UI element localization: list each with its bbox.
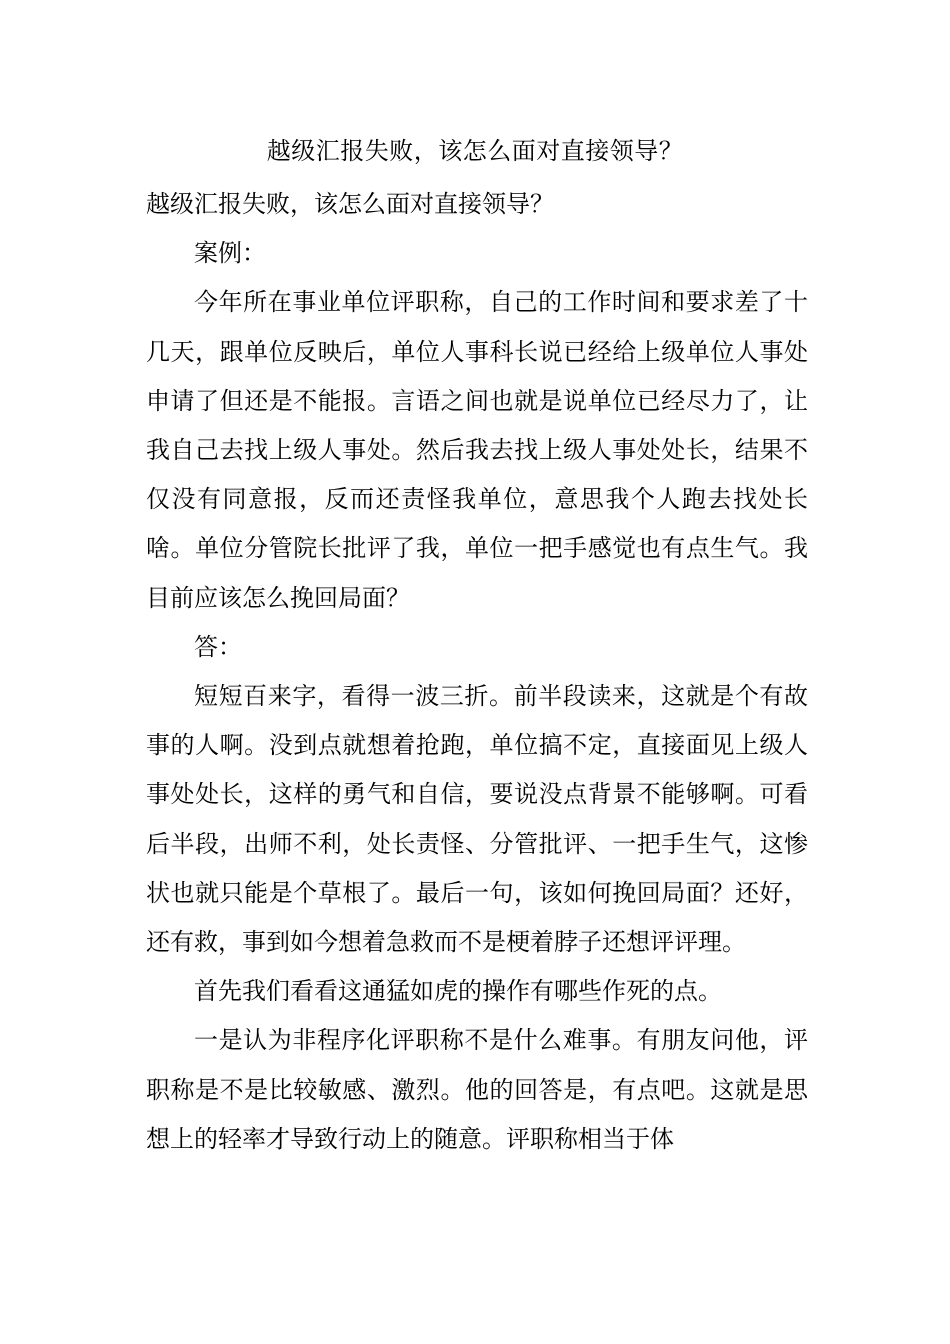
answer-label: 答： <box>194 632 242 661</box>
case-paragraph: 今年所在事业单位评职称，自己的工作时间和要求差了十几天，跟单位反映后，单位人事科长说已经给上级单位人事处申请了但还是不能报。言语之间也就是说单位已经尽力了，让我自己去找上级人事处。然后我去找上级人事处处长，结果不仅没有同意报，反而还责怪我单位，意思我个人跑去找处长啥。单位分管院长批评了我，单位一把手感觉也有点生气。我目前应该怎么挽回局面？ <box>146 288 808 612</box>
document-title: 越级汇报失败，该怎么面对直接领导？ <box>266 137 684 165</box>
document-subtitle: 越级汇报失败，该怎么面对直接领导？ <box>146 190 554 218</box>
case-label: 案例： <box>194 239 266 268</box>
point-one-paragraph: 一是认为非程序化评职称不是什么难事。有朋友问他，评职称是不是比较敏感、激烈。他的回答是，有点吧。这就是思想上的轻率才导致行动上的随意。评职称相当于体 <box>146 1026 808 1153</box>
answer-paragraph: 短短百来字，看得一波三折。前半段读来，这就是个有故事的人啊。没到点就想着抢跑，单位搞不定，直接面见上级人事处处长，这样的勇气和自信，要说没点背景不能够啊。可看后半段，出师不利，处长责怪、分管批评、一把手生气，这惨状也就只能是个草根了。最后一句，该如何挽回局面？还好，还有救，事到如今想着急救而不是梗着脖子还想评评理。 <box>146 682 808 957</box>
document-body <box>146 180 808 1164</box>
analysis-intro-paragraph: 首先我们看看这通猛如虎的操作有哪些作死的点。 <box>194 977 722 1006</box>
